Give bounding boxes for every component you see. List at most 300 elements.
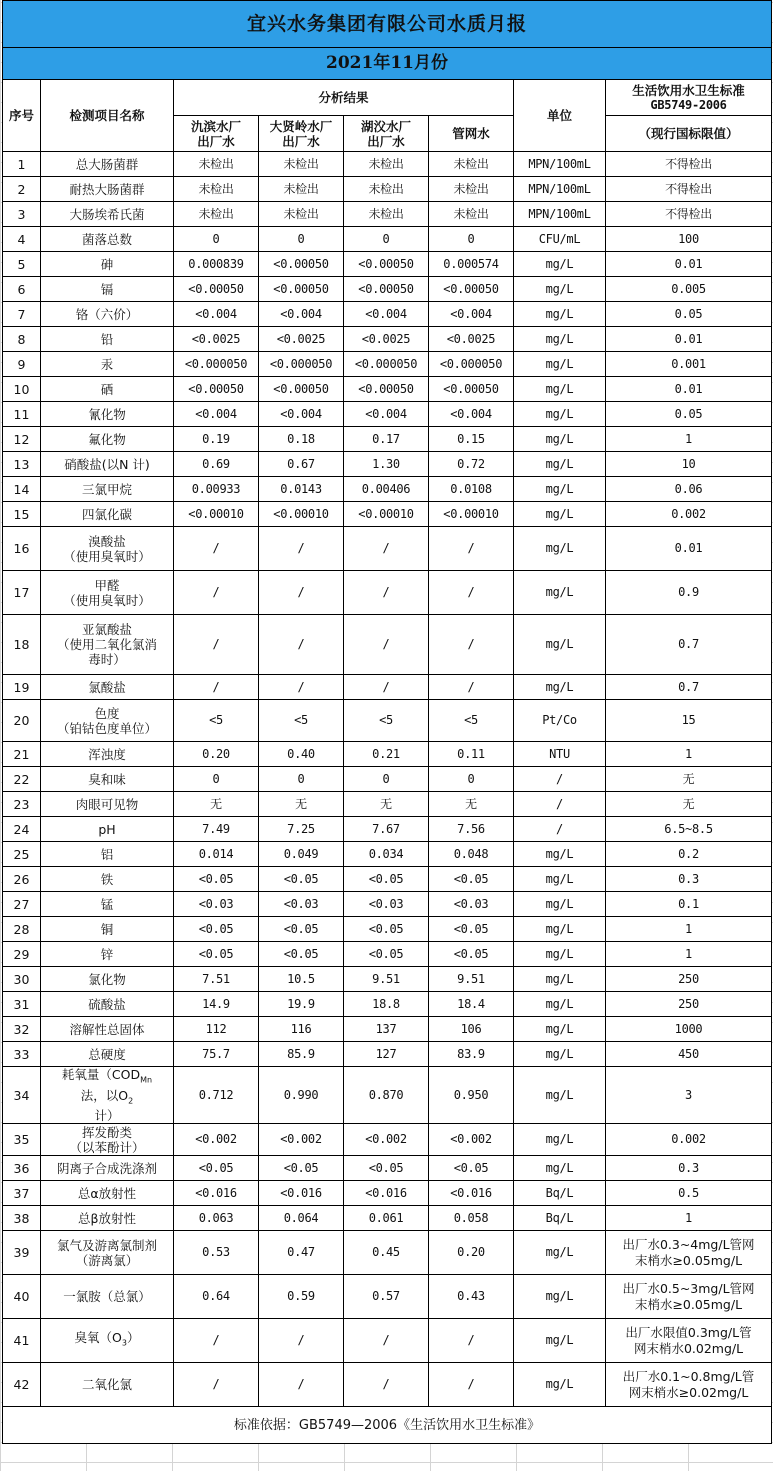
row-item-line: （使用二氧化氯消 <box>56 637 157 652</box>
header-index: 序号 <box>3 80 41 152</box>
table-row <box>3 152 772 177</box>
row-value-2: 19.9 <box>259 992 344 1017</box>
row-unit: MPN/100mL <box>514 177 606 202</box>
row-value-4: / <box>429 1319 514 1363</box>
row-value-2: / <box>259 1363 344 1407</box>
row-item <box>41 892 174 917</box>
row-item <box>41 302 174 327</box>
row-value-4: <0.03 <box>429 892 514 917</box>
row-item-line: 硝酸盐(以N 计) <box>64 456 150 472</box>
row-value-4: <0.00010 <box>429 502 514 527</box>
row-item-line: 硒 <box>100 381 114 397</box>
row-value-3: <0.05 <box>344 942 429 967</box>
row-item-line: 氯气及游离氯制剂 <box>56 1237 157 1253</box>
row-value-2: <0.0025 <box>259 327 344 352</box>
row-value-1: <0.00050 <box>174 377 259 402</box>
row-item-line: 甲醛 <box>94 577 120 593</box>
row-index: 21 <box>3 742 41 767</box>
row-unit: mg/L <box>514 377 606 402</box>
row-item-line: pH <box>98 821 116 837</box>
row-value-3: / <box>344 615 429 675</box>
row-standard <box>606 792 772 817</box>
row-standard-line: 0.06 <box>674 481 703 496</box>
row-item <box>41 967 174 992</box>
row-value-3: 0.17 <box>344 427 429 452</box>
table-row <box>3 1231 772 1275</box>
row-standard-line: 0.5 <box>678 1185 699 1200</box>
row-standard <box>606 767 772 792</box>
row-standard <box>606 252 772 277</box>
row-standard-line: 出厂水0.3~4mg/L管网 <box>622 1236 755 1252</box>
row-value-2: 116 <box>259 1017 344 1042</box>
row-value-3: / <box>344 675 429 700</box>
row-value-4: <0.000050 <box>429 352 514 377</box>
row-unit: mg/L <box>514 1156 606 1181</box>
row-standard <box>606 675 772 700</box>
row-value-1: 0 <box>174 227 259 252</box>
row-value-2: <0.05 <box>259 917 344 942</box>
row-value-3: <0.000050 <box>344 352 429 377</box>
row-index: 40 <box>3 1275 41 1319</box>
row-value-1: <0.00050 <box>174 277 259 302</box>
row-standard-line: 1 <box>685 1210 692 1225</box>
row-standard-line: 10 <box>681 456 696 471</box>
row-value-3: <0.004 <box>344 402 429 427</box>
row-standard <box>606 1319 772 1363</box>
row-item <box>41 152 174 177</box>
row-item <box>41 675 174 700</box>
row-value-1: 0.20 <box>174 742 259 767</box>
row-item <box>41 227 174 252</box>
row-standard <box>606 177 772 202</box>
row-value-2: <0.004 <box>259 302 344 327</box>
row-standard <box>606 502 772 527</box>
row-value-4: / <box>429 1363 514 1407</box>
row-item-line: 氯酸盐 <box>88 679 126 695</box>
row-unit: mg/L <box>514 452 606 477</box>
row-item <box>41 817 174 842</box>
row-value-1: 0.712 <box>174 1067 259 1124</box>
row-item <box>41 477 174 502</box>
table-row <box>3 1156 772 1181</box>
row-value-3: 未检出 <box>344 177 429 202</box>
row-standard <box>606 571 772 615</box>
row-item-line: 总β放射性 <box>78 1210 136 1226</box>
table-row <box>3 817 772 842</box>
row-item <box>41 1231 174 1275</box>
row-value-1: 0.64 <box>174 1275 259 1319</box>
row-item-line: 铅 <box>100 331 114 347</box>
table-row <box>3 452 772 477</box>
row-standard-line: 出厂水0.1~0.8mg/L管 <box>622 1368 755 1384</box>
row-value-4: 0.0108 <box>429 477 514 502</box>
table-row <box>3 1319 772 1363</box>
row-value-4: / <box>429 571 514 615</box>
row-item <box>41 917 174 942</box>
row-value-2: <0.00050 <box>259 252 344 277</box>
row-value-2: 无 <box>259 792 344 817</box>
row-unit: / <box>514 792 606 817</box>
row-index: 25 <box>3 842 41 867</box>
row-standard-line: 无 <box>682 796 695 811</box>
header-results: 分析结果 <box>174 80 514 116</box>
row-value-2: 0.59 <box>259 1275 344 1319</box>
row-value-3: / <box>344 1319 429 1363</box>
row-value-1: <0.05 <box>174 867 259 892</box>
row-standard-line: 0.3 <box>678 871 699 886</box>
row-item <box>41 352 174 377</box>
row-value-1: 0.00933 <box>174 477 259 502</box>
row-index: 4 <box>3 227 41 252</box>
row-item-line: 镉 <box>100 281 114 297</box>
row-index: 19 <box>3 675 41 700</box>
row-item-line: 毒时） <box>88 652 126 667</box>
row-item-line: 砷 <box>100 256 114 272</box>
row-unit: mg/L <box>514 942 606 967</box>
row-item <box>41 867 174 892</box>
row-index: 27 <box>3 892 41 917</box>
row-value-2: <0.05 <box>259 1156 344 1181</box>
row-value-1: 0.53 <box>174 1231 259 1275</box>
row-item <box>41 1319 174 1363</box>
row-value-3: <0.002 <box>344 1124 429 1156</box>
row-value-3: / <box>344 571 429 615</box>
row-standard <box>606 1067 772 1124</box>
row-item-line: 耗氧量（$COD_{Mn}$ <box>61 1067 153 1085</box>
row-value-3: 7.67 <box>344 817 429 842</box>
row-standard-line: 出厂水0.5~3mg/L管网 <box>622 1280 755 1296</box>
table-row <box>3 892 772 917</box>
row-unit: mg/L <box>514 917 606 942</box>
row-unit: mg/L <box>514 502 606 527</box>
row-item <box>41 1363 174 1407</box>
row-index: 16 <box>3 527 41 571</box>
row-value-1: / <box>174 1319 259 1363</box>
row-value-1: 112 <box>174 1017 259 1042</box>
row-item <box>41 1067 174 1124</box>
row-value-2: <0.002 <box>259 1124 344 1156</box>
row-standard-line: 0.1 <box>678 896 699 911</box>
row-item-line: 挥发酚类 <box>81 1124 132 1140</box>
row-item <box>41 427 174 452</box>
row-standard <box>606 817 772 842</box>
table-row <box>3 942 772 967</box>
row-standard <box>606 452 772 477</box>
row-standard-line: 出厂水限值0.3mg/L管 <box>625 1324 752 1340</box>
row-standard <box>606 327 772 352</box>
row-value-2: <5 <box>259 700 344 742</box>
table-row <box>3 1067 772 1124</box>
row-item-line: 法，以$O_2$ <box>80 1087 134 1105</box>
row-value-3: <0.004 <box>344 302 429 327</box>
row-item-line: 大肠埃希氏菌 <box>69 206 145 222</box>
row-standard-line: 不得检出 <box>665 156 712 171</box>
header-plant-1: 氿滨水厂 出厂水 <box>174 116 259 152</box>
row-standard-line: 0.01 <box>674 381 703 396</box>
table-row <box>3 1275 772 1319</box>
row-item-line: 铜 <box>100 921 114 937</box>
row-standard <box>606 942 772 967</box>
row-standard <box>606 1181 772 1206</box>
row-value-3: 0.034 <box>344 842 429 867</box>
row-item-line: 菌落总数 <box>81 231 132 247</box>
table-row <box>3 427 772 452</box>
row-value-3: <0.05 <box>344 917 429 942</box>
table-row <box>3 1124 772 1156</box>
row-value-2: / <box>259 1319 344 1363</box>
row-value-1: / <box>174 571 259 615</box>
row-value-1: <0.05 <box>174 917 259 942</box>
row-value-1: 未检出 <box>174 152 259 177</box>
row-unit: mg/L <box>514 1231 606 1275</box>
row-item <box>41 742 174 767</box>
table-row <box>3 502 772 527</box>
row-value-4: 0.20 <box>429 1231 514 1275</box>
row-item <box>41 502 174 527</box>
row-value-2: / <box>259 527 344 571</box>
row-item-line: 铝 <box>100 846 114 862</box>
row-value-3: 0 <box>344 227 429 252</box>
row-index: 1 <box>3 152 41 177</box>
row-item-line: 氟化物 <box>88 431 126 447</box>
table-row <box>3 352 772 377</box>
row-unit: mg/L <box>514 327 606 352</box>
table-row <box>3 792 772 817</box>
table-row <box>3 227 772 252</box>
table-row <box>3 571 772 615</box>
row-value-3: <0.00050 <box>344 377 429 402</box>
row-standard <box>606 1206 772 1231</box>
row-value-4: <0.0025 <box>429 327 514 352</box>
row-value-4: 18.4 <box>429 992 514 1017</box>
row-standard-line: 250 <box>678 996 699 1011</box>
row-item-line: 溴酸盐 <box>88 533 126 549</box>
row-value-2: 0.0143 <box>259 477 344 502</box>
row-value-4: 未检出 <box>429 152 514 177</box>
row-value-2: 0 <box>259 227 344 252</box>
table-row <box>3 477 772 502</box>
row-value-2: 0.049 <box>259 842 344 867</box>
row-item <box>41 252 174 277</box>
row-value-1: 0.19 <box>174 427 259 452</box>
header-unit: 单位 <box>514 80 606 152</box>
row-value-4: 0.048 <box>429 842 514 867</box>
row-value-1: <0.004 <box>174 402 259 427</box>
row-value-3: 0.45 <box>344 1231 429 1275</box>
row-standard <box>606 227 772 252</box>
row-unit: mg/L <box>514 967 606 992</box>
row-item <box>41 1017 174 1042</box>
row-item-line: 锰 <box>100 896 114 912</box>
row-standard-line: 0.002 <box>671 1132 706 1146</box>
row-value-1: / <box>174 527 259 571</box>
row-index: 26 <box>3 867 41 892</box>
row-standard <box>606 527 772 571</box>
row-index: 9 <box>3 352 41 377</box>
row-value-4: 无 <box>429 792 514 817</box>
row-unit: mg/L <box>514 1363 606 1407</box>
row-unit: mg/L <box>514 615 606 675</box>
table-row <box>3 402 772 427</box>
row-value-3: 137 <box>344 1017 429 1042</box>
row-item-line: （游离氯） <box>75 1252 139 1268</box>
row-value-1: 7.51 <box>174 967 259 992</box>
row-unit: mg/L <box>514 867 606 892</box>
row-standard-line: 0.05 <box>674 406 703 421</box>
header-plant-3: 湖㳇水厂 出厂水 <box>344 116 429 152</box>
table-row <box>3 1181 772 1206</box>
row-value-3: <0.05 <box>344 1156 429 1181</box>
row-item-line: 一氯胺（总氯） <box>63 1289 151 1304</box>
row-standard-line: 0.7 <box>678 637 699 651</box>
row-item-line: 四氯化碳 <box>81 506 132 522</box>
row-unit: mg/L <box>514 842 606 867</box>
table-row <box>3 377 772 402</box>
row-value-4: 9.51 <box>429 967 514 992</box>
row-standard <box>606 867 772 892</box>
row-value-2: <0.00050 <box>259 277 344 302</box>
row-index: 33 <box>3 1042 41 1067</box>
row-index: 10 <box>3 377 41 402</box>
row-item <box>41 1275 174 1319</box>
subscript: 2 <box>128 1096 134 1105</box>
row-item-line: 三氯甲烷 <box>81 481 132 497</box>
row-value-4: 0.950 <box>429 1067 514 1124</box>
row-value-1: / <box>174 615 259 675</box>
row-value-2: 0 <box>259 767 344 792</box>
row-item <box>41 1206 174 1231</box>
row-item-line: 色度 <box>94 705 120 721</box>
row-item <box>41 202 174 227</box>
row-standard-line: 1 <box>685 431 692 446</box>
row-value-4: <0.004 <box>429 402 514 427</box>
row-value-2: <0.004 <box>259 402 344 427</box>
row-value-2: 0.67 <box>259 452 344 477</box>
row-index: 5 <box>3 252 41 277</box>
row-item <box>41 327 174 352</box>
row-unit: mg/L <box>514 992 606 1017</box>
subscript: Mn <box>140 1075 153 1085</box>
row-value-4: <5 <box>429 700 514 742</box>
row-index: 12 <box>3 427 41 452</box>
row-value-2: 0.064 <box>259 1206 344 1231</box>
row-value-2: 未检出 <box>259 152 344 177</box>
row-unit: Bq/L <box>514 1181 606 1206</box>
row-item-line: 亚氯酸盐 <box>81 622 132 637</box>
row-value-3: 未检出 <box>344 152 429 177</box>
row-item-line: ） <box>126 1330 140 1346</box>
row-standard-line: 100 <box>678 231 699 246</box>
row-standard-line: 0.01 <box>674 256 703 271</box>
row-value-3: <0.00010 <box>344 502 429 527</box>
header-standard-sub: （现行国标限值） <box>606 116 772 152</box>
row-index: 13 <box>3 452 41 477</box>
row-standard <box>606 1124 772 1156</box>
row-item-line: 总α放射性 <box>77 1185 137 1201</box>
row-standard-line: 0.001 <box>671 356 706 371</box>
row-standard-line: 6.5~8.5 <box>664 821 713 836</box>
row-value-1: <0.03 <box>174 892 259 917</box>
row-item <box>41 1181 174 1206</box>
standard-name: 生活饮用水卫生标准 <box>632 82 745 98</box>
row-standard <box>606 1017 772 1042</box>
row-index: 8 <box>3 327 41 352</box>
row-value-1: 14.9 <box>174 992 259 1017</box>
row-value-4: 0.43 <box>429 1275 514 1319</box>
row-item-line: 总硬度 <box>88 1046 126 1062</box>
row-item <box>41 177 174 202</box>
row-standard-line: 网末梢水0.02mg/L <box>633 1340 744 1356</box>
row-item-line: （使用臭氧时） <box>63 548 151 564</box>
row-unit: mg/L <box>514 277 606 302</box>
table-body <box>3 152 772 1407</box>
row-item-line: 溶解性总固体 <box>69 1021 145 1037</box>
row-unit: MPN/100mL <box>514 152 606 177</box>
row-index: 38 <box>3 1206 41 1231</box>
row-value-3: <0.05 <box>344 867 429 892</box>
row-standard-line: 250 <box>678 971 699 986</box>
row-value-2: <0.00050 <box>259 377 344 402</box>
row-value-3: <0.00050 <box>344 277 429 302</box>
row-value-3: 0.870 <box>344 1067 429 1124</box>
row-unit: mg/L <box>514 1042 606 1067</box>
row-standard-line: 不得检出 <box>665 206 712 221</box>
row-unit: CFU/mL <box>514 227 606 252</box>
row-value-4: <0.00050 <box>429 377 514 402</box>
row-value-3: 18.8 <box>344 992 429 1017</box>
row-value-4: 7.56 <box>429 817 514 842</box>
row-unit: mg/L <box>514 352 606 377</box>
row-index: 2 <box>3 177 41 202</box>
row-standard <box>606 1231 772 1275</box>
row-value-3: <5 <box>344 700 429 742</box>
table-row <box>3 277 772 302</box>
row-value-4: 未检出 <box>429 202 514 227</box>
row-value-3: 0.00406 <box>344 477 429 502</box>
report-month: 2021年11月份 <box>3 48 772 80</box>
row-value-2: <0.05 <box>259 867 344 892</box>
row-standard-line: 0.3 <box>678 1160 699 1175</box>
row-index: 28 <box>3 917 41 942</box>
row-unit: mg/L <box>514 892 606 917</box>
table-row <box>3 177 772 202</box>
row-unit: NTU <box>514 742 606 767</box>
row-value-4: 83.9 <box>429 1042 514 1067</box>
row-value-1: 0.063 <box>174 1206 259 1231</box>
header-plant-4: 管网水 <box>429 116 514 152</box>
row-value-4: <0.016 <box>429 1181 514 1206</box>
row-item <box>41 1156 174 1181</box>
row-standard <box>606 892 772 917</box>
row-item-line: 阴离子合成洗涤剂 <box>56 1160 157 1176</box>
row-item <box>41 277 174 302</box>
row-standard-line: 1 <box>685 921 692 936</box>
table-row <box>3 842 772 867</box>
row-item-line: （以苯酚计） <box>69 1139 145 1155</box>
row-index: 35 <box>3 1124 41 1156</box>
row-item-line: 耐热大肠菌群 <box>69 181 145 197</box>
row-item <box>41 842 174 867</box>
row-standard <box>606 992 772 1017</box>
row-value-3: <0.0025 <box>344 327 429 352</box>
row-item <box>41 615 174 675</box>
row-value-1: 0 <box>174 767 259 792</box>
row-standard-line: 0.01 <box>674 541 703 555</box>
row-value-4: <0.05 <box>429 867 514 892</box>
footer-note: 标准依据：GB5749—2006《生活饮用水卫生标准》 <box>3 1407 772 1444</box>
row-item-line: 锌 <box>100 946 114 962</box>
table-row <box>3 742 772 767</box>
